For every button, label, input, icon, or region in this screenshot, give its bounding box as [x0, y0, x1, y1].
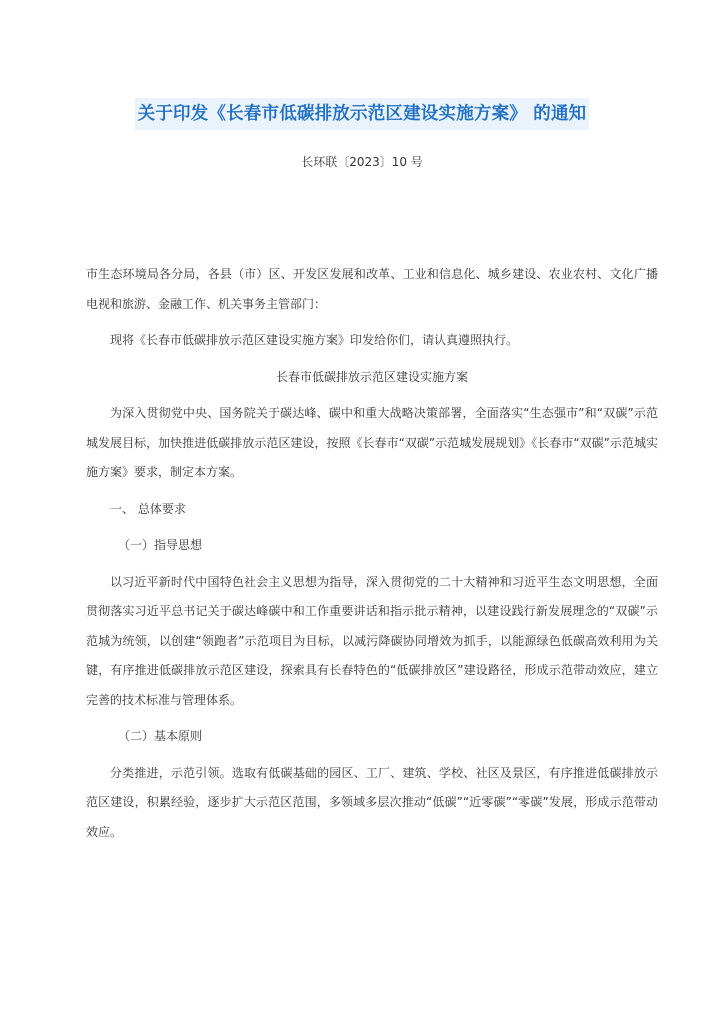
- subsection-2-heading: （二）基本原则: [118, 729, 203, 743]
- subsection-2-paragraph: 分类推进，示范引领。选取有低碳基础的园区、工厂、建筑、学校、社区及景区，有序推进低碳排放示范区建设，积累经验，逐步扩大示范区范围，多领域多层次推动“低碳”“近零碳”“零碳”发展，形成示范带动效应。: [86, 765, 658, 839]
- section-1-heading: 一、 总体要求: [110, 501, 186, 516]
- plan-title: 长春市低碳排放示范区建设实施方案: [275, 369, 468, 384]
- document-body: [86, 260, 658, 854]
- addressee-paragraph: 市生态环境局各分局，各县（市）区、开发区发展和改革、工业和信息化、城乡建设、农业农村、文化广播电视和旅游、金融工作、机关事务主管部门：: [86, 267, 658, 311]
- preamble-paragraph: 为深入贯彻党中央、国务院关于碳达峰、碳中和重大战略决策部署，全面落实“生态强市”和“双碳”示范城发展目标，加快推进低碳排放示范区建设，按照《长春市“双碳”示范城发展规划》《长春市“双碳”示范城实施方案》要求，制定本方案。: [86, 406, 658, 479]
- subsection-1-paragraph: 以习近平新时代中国特色社会主义思想为指导，深入贯彻党的二十大精神和习近平生态文明思想，全面贯彻落实习近平总书记关于碳达峰碳中和工作重要讲话和指示批示精神，以建设践行新发展理念的“双碳”示范城为统领，以创建“领跑者”示范项目为目标，以减污降碳协同增效为抓手，以能源绿色低碳高效利用为关键，有序推进低碳排放示范区建设，探索具有长春特色的“低碳排放区”建设路径，形成示范带动效应，建立完善的技术标准与管理体系。: [86, 574, 658, 707]
- intro-paragraph: 现将《长春市低碳排放示范区建设实施方案》印发给你们，请认真遵照执行。: [110, 333, 519, 347]
- document-title: 关于印发《长春市低碳排放示范区建设实施方案》 的通知: [135, 98, 590, 130]
- document-number: 长环联〔2023〕10 号: [301, 155, 423, 169]
- title-container: [0, 98, 724, 130]
- subsection-1-heading: （一）指导思想: [118, 538, 203, 552]
